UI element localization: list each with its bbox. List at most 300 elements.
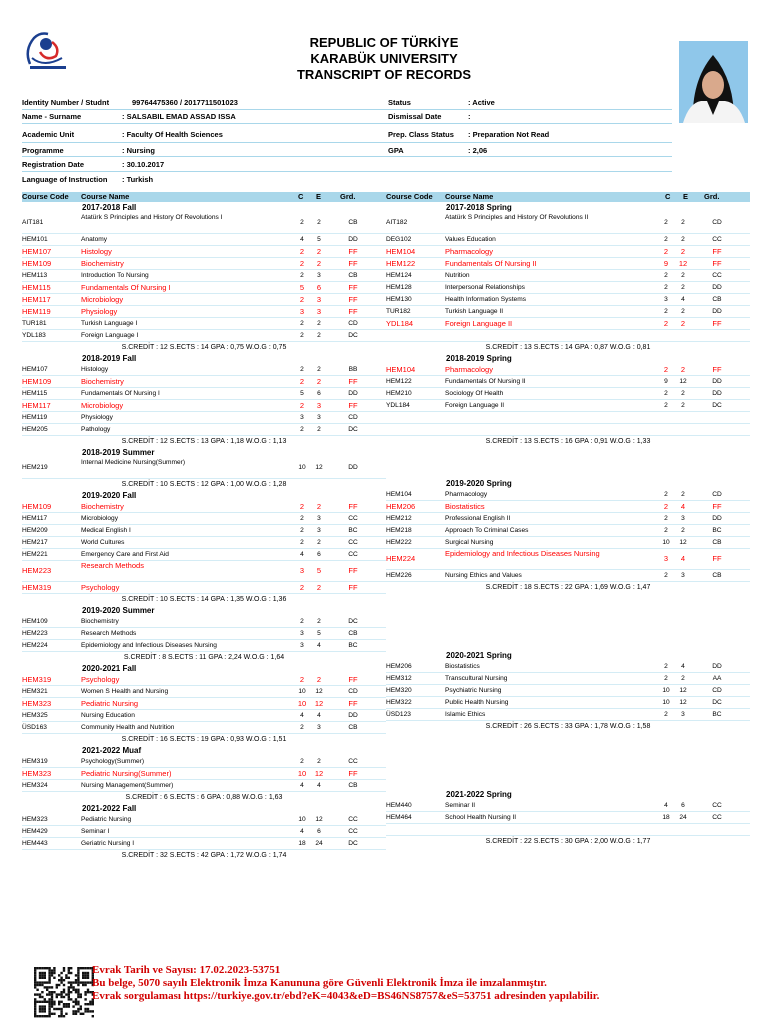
course-credit: 3 — [300, 630, 304, 637]
course-grade: DC — [348, 426, 358, 433]
term-summary: S.CREDİT : 18 S.ECTS : 22 GPA : 1,69 W.O.G : 1,47 — [485, 584, 651, 591]
course-code: HEM109 — [22, 377, 52, 386]
course-code: HEM217 — [22, 539, 48, 546]
table-row-empty — [386, 330, 750, 342]
term-summary: S.CREDİT : 13 S.ECTS : 16 GPA : 0,91 W.O.G : 1,33 — [485, 438, 651, 445]
table-row — [22, 616, 386, 628]
course-code: HEM312 — [386, 675, 412, 682]
course-credit: 4 — [300, 236, 304, 243]
table-row — [22, 388, 386, 400]
course-grade: BC — [712, 527, 722, 534]
course-code: AIT182 — [386, 219, 408, 226]
table-row — [386, 306, 750, 318]
course-ects: 6 — [316, 283, 322, 292]
course-credit: 2 — [664, 390, 668, 397]
course-ects: 24 — [679, 814, 687, 821]
course-code: ÜSD163 — [22, 724, 47, 731]
course-code: HEM122 — [386, 259, 416, 268]
course-credit: 2 — [664, 572, 668, 579]
course-credit: 2 — [300, 320, 304, 327]
course-grade: AA — [712, 675, 722, 682]
course-code: TUR182 — [386, 308, 411, 315]
course-credit: 4 — [664, 802, 668, 809]
divider — [22, 109, 672, 110]
course-grade: DD — [348, 464, 358, 471]
course-credit: 2 — [664, 219, 668, 226]
course-code: HEM115 — [22, 283, 51, 292]
course-grade: DD — [712, 308, 722, 315]
course-code: HEM107 — [22, 366, 48, 373]
course-ects: 6 — [317, 551, 321, 558]
course-name: Turkish Language II — [445, 308, 504, 315]
table-row — [22, 640, 386, 652]
table-row — [22, 282, 386, 294]
course-name: Turkish Language I — [81, 320, 138, 327]
course-name: Approach To Criminal Cases — [445, 527, 529, 534]
course-credit: 2 — [300, 515, 304, 522]
table-row — [22, 537, 386, 549]
table-row — [22, 838, 386, 850]
table-row — [22, 412, 386, 424]
course-name: Pharmacology — [445, 491, 488, 498]
course-grade: FF — [348, 283, 358, 292]
course-name: Health Information Systems — [445, 296, 526, 303]
course-credit: 10 — [297, 769, 307, 778]
term-title: 2019-2020 Spring — [446, 479, 512, 488]
course-code: HEM319 — [22, 758, 48, 765]
table-row — [386, 376, 750, 388]
course-grade: CB — [348, 272, 358, 279]
course-name: Pathology — [81, 426, 111, 433]
term-title: 2017-2018 Fall — [82, 203, 137, 212]
course-code: HEM117 — [22, 515, 48, 522]
course-credit: 9 — [663, 259, 669, 268]
table-row — [386, 246, 750, 258]
course-ects: 12 — [679, 699, 687, 706]
e-signature-statement: Bu belge, 5070 sayılı Elektronik İmza Kanununa göre Güvenli Elektronik İmza ile imzalanmıştır. — [92, 977, 547, 989]
course-ects: 2 — [317, 618, 321, 625]
course-grade: FF — [348, 401, 358, 410]
course-grade: FF — [348, 377, 358, 386]
course-ects: 2 — [317, 219, 321, 226]
course-name: Pediatric Nursing(Summer) — [81, 769, 172, 778]
course-grade: BB — [348, 366, 358, 373]
course-code: HEM443 — [22, 840, 48, 847]
course-name: Seminar I — [81, 828, 110, 835]
course-grade: FF — [712, 259, 722, 268]
course-ects: 3 — [317, 515, 321, 522]
course-code: HEM212 — [386, 515, 412, 522]
course-ects: 2 — [317, 539, 321, 546]
course-name: Histology — [81, 366, 109, 373]
course-name: Seminar II — [445, 802, 476, 809]
table-row — [386, 489, 750, 501]
course-credit: 10 — [297, 699, 307, 708]
table-row — [386, 213, 750, 234]
course-name: Nursing Education — [81, 712, 135, 719]
course-ects: 12 — [315, 464, 323, 471]
course-ects: 2 — [317, 366, 321, 373]
course-ects: 3 — [316, 401, 322, 410]
course-grade: FF — [348, 566, 358, 575]
course-name: Public Health Nursing — [445, 699, 509, 706]
left-terms — [22, 202, 386, 861]
course-credit: 2 — [663, 319, 669, 328]
course-code: HEM122 — [386, 378, 412, 385]
course-code: HEM222 — [386, 539, 412, 546]
course-code: YDL184 — [386, 319, 414, 328]
language-label: Language of Instruction — [22, 175, 108, 184]
table-row — [386, 294, 750, 306]
term-summary: S.CREDİT : 22 S.ECTS : 30 GPA : 2,00 W.O.G : 1,77 — [485, 838, 651, 845]
academic-unit-value: : Faculty Of Health Sciences — [122, 130, 223, 139]
name-value: : SALSABIL EMAD ASSAD ISSA — [122, 112, 236, 121]
course-grade: FF — [348, 307, 358, 316]
course-name: Foreign Language II — [445, 402, 505, 409]
course-ects: 2 — [316, 502, 322, 511]
course-name: Women S Health and Nursing — [81, 688, 169, 695]
course-grade: DD — [712, 515, 722, 522]
course-credit: 2 — [664, 527, 668, 534]
course-ects: 4 — [317, 642, 321, 649]
course-grade: CB — [712, 539, 722, 546]
course-code: TUR181 — [22, 320, 47, 327]
table-row — [386, 549, 750, 570]
term-summary: S.CREDİT : 6 S.ECTS : 6 GPA : 0,88 W.O.G : 1,63 — [125, 794, 283, 801]
course-ects: 3 — [681, 711, 685, 718]
course-ects: 5 — [317, 236, 321, 243]
table-row — [22, 674, 386, 686]
title-university: KARABÜK UNIVERSITY — [310, 51, 458, 66]
term-summary: S.CREDİT : 16 S.ECTS : 19 GPA : 0,93 W.O.G : 1,51 — [121, 736, 287, 743]
course-name: Professional English II — [445, 515, 511, 522]
table-row — [22, 549, 386, 561]
course-name: Interpersonal Relationships — [445, 284, 525, 291]
gpa-value: : 2,06 — [468, 146, 488, 155]
course-ects: 4 — [680, 554, 686, 563]
course-grade: DC — [712, 699, 722, 706]
course-name: Psychology(Summer) — [81, 758, 145, 765]
course-ects: 5 — [316, 566, 322, 575]
course-grade: FF — [348, 247, 358, 256]
term-summary: S.CREDİT : 12 S.ECTS : 14 GPA : 0,75 W.O.G : 0,75 — [121, 344, 287, 351]
course-name: Epidemiology and Infectious Diseases Nursing — [81, 642, 217, 649]
term-summary: S.CREDİT : 12 S.ECTS : 13 GPA : 1,18 W.O.G : 1,13 — [121, 438, 287, 445]
course-code: HEM319 — [22, 675, 52, 684]
course-credit: 2 — [300, 426, 304, 433]
course-ects: 12 — [314, 769, 324, 778]
course-ects: 12 — [679, 539, 687, 546]
course-code: HEM429 — [22, 828, 48, 835]
course-name: Histology — [81, 247, 112, 256]
course-grade: CB — [712, 296, 722, 303]
course-credit: 2 — [299, 247, 305, 256]
course-ects: 2 — [317, 426, 321, 433]
course-grade: CC — [348, 539, 358, 546]
header-ects: E — [316, 192, 322, 201]
prep-class-value: : Preparation Not Read — [468, 130, 550, 139]
term-summary: S.CREDİT : 10 S.ECTS : 12 GPA : 1,00 W.O.G : 1,28 — [121, 481, 287, 488]
course-code: HEM224 — [22, 642, 48, 649]
course-credit: 10 — [662, 687, 670, 694]
verification-link[interactable]: Evrak sorgulaması https://turkiye.gov.tr/ebd?eK=4043&eD=BS46NS8757&eS=53751 adresinden yapılabilir. — [92, 990, 600, 1002]
course-ects: 2 — [680, 319, 686, 328]
table-row — [22, 756, 386, 768]
table-row — [22, 686, 386, 698]
table-row — [22, 376, 386, 388]
table-row — [22, 294, 386, 306]
table-row — [386, 318, 750, 330]
course-ects: 2 — [316, 377, 322, 386]
course-name: Biochemistry — [81, 502, 124, 511]
course-credit: 2 — [663, 365, 669, 374]
course-credit: 4 — [300, 782, 304, 789]
prep-class-label: Prep. Class Status — [388, 130, 454, 139]
course-grade: CB — [348, 630, 358, 637]
title-country: REPUBLIC OF TÜRKİYE — [309, 35, 459, 50]
header-course-name: Course Name — [445, 192, 494, 201]
course-ects: 6 — [317, 828, 321, 835]
course-name: Foreign Language II — [445, 319, 513, 328]
course-ects: 2 — [316, 259, 322, 268]
term-spacer — [386, 593, 750, 650]
name-label: Name - Surname — [22, 112, 82, 121]
course-credit: 2 — [299, 675, 305, 684]
course-grade: DD — [348, 236, 358, 243]
table-row-empty — [386, 424, 750, 436]
academic-unit-label: Academic Unit — [22, 130, 75, 139]
table-row — [386, 234, 750, 246]
course-ects: 12 — [678, 259, 688, 268]
course-grade: DC — [348, 840, 358, 847]
course-name: Pediatric Nursing — [81, 699, 139, 708]
course-credit: 2 — [300, 219, 304, 226]
course-grade: CD — [712, 491, 722, 498]
course-credit: 18 — [298, 840, 306, 847]
course-code: HEM218 — [386, 527, 412, 534]
divider — [22, 142, 672, 143]
course-grade: CD — [348, 688, 358, 695]
course-grade: DD — [712, 390, 722, 397]
table-row — [22, 400, 386, 412]
title-transcript: TRANSCRIPT OF RECORDS — [296, 67, 472, 82]
course-credit: 2 — [663, 247, 669, 256]
course-credit: 5 — [299, 283, 305, 292]
course-ects: 6 — [317, 390, 321, 397]
header-credit: C — [298, 192, 304, 201]
course-grade: CC — [348, 758, 358, 765]
course-name: Psychiatric Nursing — [445, 687, 502, 694]
course-code: HEM223 — [22, 566, 52, 575]
course-code: HEM109 — [22, 259, 52, 268]
course-credit: 10 — [662, 539, 670, 546]
table-row — [22, 306, 386, 318]
course-name: Biostatistics — [445, 663, 480, 670]
course-code: HEM221 — [22, 551, 48, 558]
course-name: Nursing Ethics and Values — [445, 572, 522, 579]
course-name: Emergency Care and First Aid — [81, 551, 169, 558]
course-credit: 2 — [300, 618, 304, 625]
table-row — [386, 697, 750, 709]
right-terms — [386, 202, 750, 847]
course-name: Introduction To Nursing — [81, 272, 149, 279]
course-credit: 2 — [300, 539, 304, 546]
course-ects: 4 — [317, 782, 321, 789]
table-row — [22, 826, 386, 838]
course-ects: 3 — [316, 307, 322, 316]
course-name: Transcultural Nursing — [445, 675, 508, 682]
course-code: HEM323 — [22, 769, 52, 778]
course-ects: 2 — [681, 236, 685, 243]
course-credit: 2 — [299, 583, 305, 592]
course-ects: 2 — [681, 219, 685, 226]
programme-label: Programme — [22, 146, 64, 155]
course-name: Research Methods — [81, 630, 137, 637]
course-credit: 2 — [300, 332, 304, 339]
course-code: ÜSD123 — [386, 711, 411, 718]
header-course-name: Course Name — [81, 192, 130, 201]
course-grade: FF — [348, 583, 358, 592]
course-grade: DC — [348, 618, 358, 625]
divider — [22, 123, 672, 124]
course-name: Biochemistry — [81, 377, 124, 386]
term-title: 2019-2020 Summer — [82, 606, 155, 615]
table-row — [22, 258, 386, 270]
table-row — [22, 582, 386, 594]
course-ects: 6 — [681, 802, 685, 809]
course-ects: 3 — [316, 295, 322, 304]
divider — [22, 171, 672, 172]
course-grade: CD — [712, 219, 722, 226]
course-credit: 18 — [662, 814, 670, 821]
table-row-empty — [386, 412, 750, 424]
course-ects: 3 — [681, 515, 685, 522]
course-name: Fundamentals Of Nursing II — [445, 378, 526, 385]
course-credit: 3 — [300, 642, 304, 649]
course-name: Microbiology — [81, 515, 119, 522]
course-code: HEM320 — [386, 687, 412, 694]
table-row — [22, 710, 386, 722]
course-code: HEM205 — [22, 426, 48, 433]
status-label: Status — [388, 98, 411, 107]
table-row — [386, 400, 750, 412]
header-grade: Grd. — [704, 192, 720, 201]
course-grade: DD — [712, 663, 722, 670]
course-credit: 2 — [299, 295, 305, 304]
course-grade: DC — [712, 402, 722, 409]
course-grade: CC — [712, 236, 722, 243]
course-ects: 3 — [681, 572, 685, 579]
left-course-column — [22, 192, 386, 861]
course-credit: 2 — [299, 259, 305, 268]
course-name: Sociology Of Health — [445, 390, 504, 397]
course-credit: 4 — [300, 712, 304, 719]
course-grade: FF — [712, 319, 722, 328]
course-code: HEM323 — [22, 816, 48, 823]
course-ects: 2 — [680, 247, 686, 256]
course-code: HEM323 — [22, 699, 52, 708]
course-grade: BC — [348, 527, 358, 534]
course-code: AIT181 — [22, 219, 44, 226]
course-grade: FF — [348, 675, 358, 684]
course-name: Biostatistics — [445, 502, 485, 511]
course-grade: CB — [712, 572, 722, 579]
course-ects: 2 — [681, 284, 685, 291]
course-name: Foreign Language I — [81, 332, 139, 339]
course-credit: 2 — [300, 366, 304, 373]
course-name: Physiology — [81, 414, 113, 421]
course-name: Psychology — [81, 675, 120, 684]
table-row — [22, 814, 386, 826]
course-credit: 2 — [299, 502, 305, 511]
course-credit: 5 — [300, 390, 304, 397]
course-grade: DD — [712, 378, 722, 385]
course-grade: FF — [712, 365, 722, 374]
course-name: Surgical Nursing — [445, 539, 494, 546]
course-credit: 10 — [298, 688, 306, 695]
term-title: 2018-2019 Spring — [446, 354, 512, 363]
term-summary: S.CREDİT : 13 S.ECTS : 14 GPA : 0,87 W.O.G : 0,81 — [485, 344, 651, 351]
course-grade: CD — [348, 414, 358, 421]
course-name: Geriatric Nursing I — [81, 840, 135, 847]
course-ects: 24 — [315, 840, 323, 847]
course-credit: 2 — [664, 711, 668, 718]
course-grade: DD — [348, 712, 358, 719]
document-title — [0, 35, 768, 83]
course-ects: 12 — [679, 378, 687, 385]
course-code: YDL184 — [386, 402, 410, 409]
course-code: HEM324 — [22, 782, 48, 789]
programme-value: : Nursing — [122, 146, 155, 155]
course-code: HEM104 — [386, 491, 412, 498]
course-credit: 2 — [664, 491, 668, 498]
course-credit: 2 — [300, 724, 304, 731]
course-credit: 3 — [300, 414, 304, 421]
table-row — [386, 673, 750, 685]
course-grade: FF — [712, 247, 722, 256]
course-ects: 12 — [315, 688, 323, 695]
course-code: HEM464 — [386, 814, 412, 821]
table-row — [386, 800, 750, 812]
term-spacer — [386, 447, 750, 478]
document-date-number: Evrak Tarih ve Sayısı: 17.02.2023-53751 — [92, 964, 281, 976]
course-code: HEM119 — [22, 414, 48, 421]
student-photo — [679, 41, 748, 123]
course-code: HEM124 — [386, 272, 412, 279]
table-row — [386, 270, 750, 282]
course-ects: 2 — [681, 491, 685, 498]
course-credit: 10 — [662, 699, 670, 706]
course-name: Islamic Ethics — [445, 711, 486, 718]
course-grade: CC — [348, 828, 358, 835]
course-credit: 2 — [664, 402, 668, 409]
course-name: Fundamentals Of Nursing I — [81, 283, 171, 292]
course-code: HEM107 — [22, 247, 52, 256]
course-grade: CC — [712, 814, 722, 821]
term-title: 2018-2019 Fall — [82, 354, 137, 363]
table-row — [386, 525, 750, 537]
course-grade: FF — [348, 259, 358, 268]
course-name: Pharmacology — [445, 365, 493, 374]
course-ects: 4 — [681, 663, 685, 670]
course-ects: 5 — [317, 630, 321, 637]
table-row — [386, 364, 750, 376]
course-grade: CC — [348, 515, 358, 522]
course-ects: 2 — [316, 675, 322, 684]
header-credit: C — [665, 192, 671, 201]
table-row — [386, 282, 750, 294]
course-credit: 2 — [299, 401, 305, 410]
